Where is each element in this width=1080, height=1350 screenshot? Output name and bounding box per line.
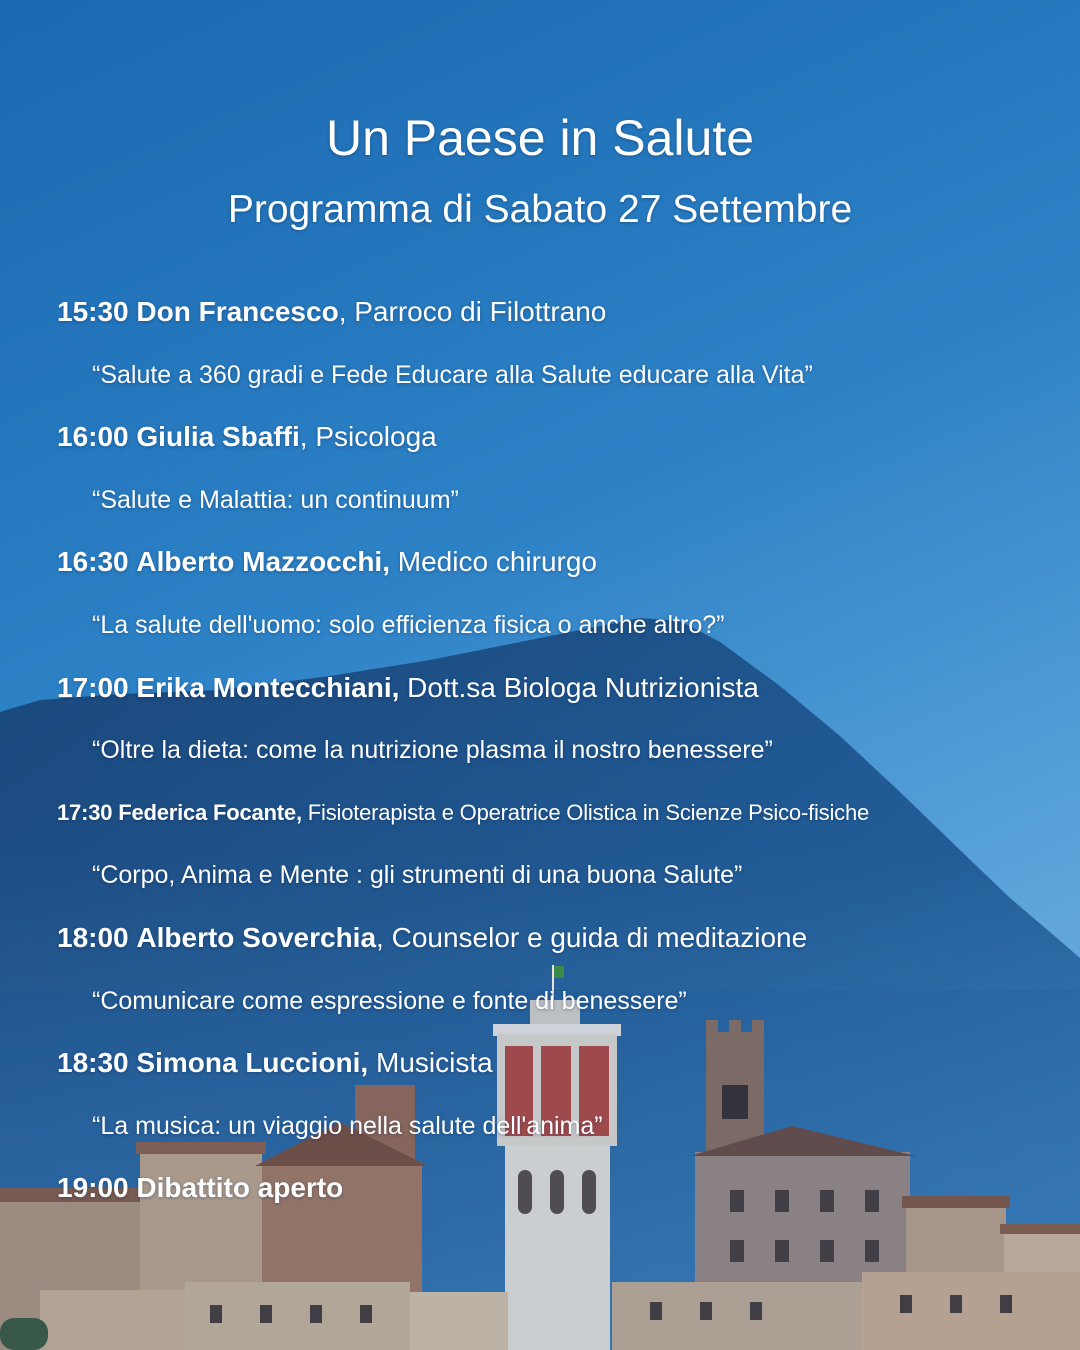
time: 16:30	[57, 546, 129, 578]
speaker-name: Federica Focante,	[118, 799, 302, 825]
speaker-role: Musicista	[368, 1047, 493, 1079]
time: 19:00	[57, 1172, 129, 1204]
speaker-name: Giulia Sbaffi	[136, 421, 300, 453]
speaker-role: , Parroco di Filottrano	[338, 296, 607, 327]
speaker-name: Simona Luccioni,	[136, 1047, 369, 1079]
talk-title: “Corpo, Anima e Mente : gli strumenti di una buona Salute”	[92, 861, 743, 890]
schedule-item	[57, 406, 1067, 469]
talk-title: “Oltre la dieta: come la nutrizione plasma il nostro benessere”	[92, 736, 773, 765]
time: 17:00	[57, 671, 129, 703]
speaker-name: Dibattito aperto	[136, 1172, 344, 1204]
time: 18:30	[57, 1047, 129, 1079]
schedule-item	[57, 1157, 1067, 1220]
poster-title: Un Paese in Salute	[325, 110, 755, 166]
schedule-item	[57, 1032, 1067, 1095]
speaker-name: Alberto Soverchia	[136, 921, 377, 953]
schedule-item	[57, 657, 1067, 720]
speaker-role: , Psicologa	[299, 421, 437, 453]
speaker-role: Dott.sa Biologa Nutrizionista	[399, 671, 759, 703]
speaker-role: , Counselor e guida di meditazione	[376, 921, 808, 953]
programme-list	[57, 281, 1067, 1220]
speaker-role: Fisioterapista e Operatrice Olistica in Scienze Psico-fisiche	[301, 799, 870, 825]
time: 15:30	[57, 296, 129, 327]
schedule-item	[57, 531, 1067, 594]
talk-title: “Comunicare come espressione e fonte di benessere”	[92, 986, 687, 1015]
talk-title: “Salute a 360 gradi e Fede Educare alla Salute educare alla Vita”	[92, 360, 813, 389]
schedule-item	[57, 907, 1067, 970]
schedule-item	[57, 782, 1067, 845]
talk-title: “Salute e Malattia: un continuum”	[92, 485, 459, 514]
time: 16:00	[57, 421, 129, 453]
talk-title: “La musica: un viaggio nella salute dell'anima”	[92, 1111, 603, 1140]
poster-subtitle: Programma di Sabato 27 Settembre	[227, 188, 853, 231]
speaker-role: Medico chirurgo	[390, 546, 597, 578]
talk-title: “La salute dell'uomo: solo efficienza fisica o anche altro?”	[92, 610, 725, 639]
schedule-item	[57, 281, 1067, 344]
speaker-name: Alberto Mazzocchi,	[136, 546, 390, 578]
time: 17:30	[57, 799, 113, 825]
speaker-name: Erika Montecchiani,	[136, 671, 400, 703]
speaker-name: Don Francesco	[136, 296, 339, 327]
time: 18:00	[57, 921, 129, 953]
